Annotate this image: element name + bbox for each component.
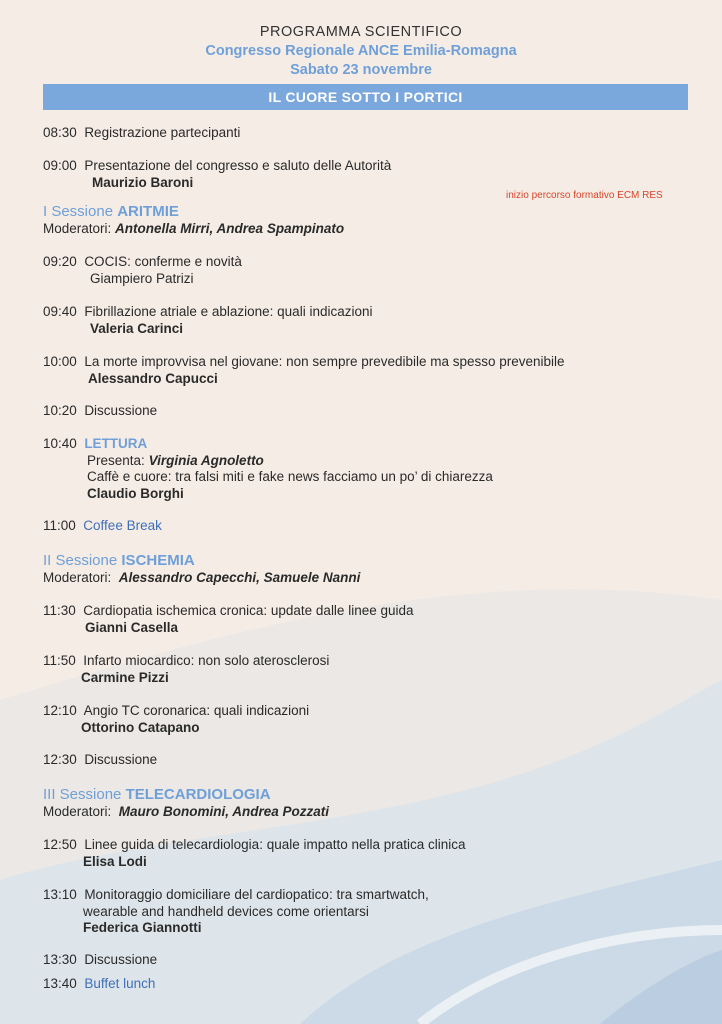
ecm-note: inizio percorso formativo ECM RES (506, 190, 663, 201)
item-speaker: Gianni Casella (85, 620, 179, 635)
agenda-item: 12:50 Linee guida di telecardiologia: quale impatto nella pratica clinica (43, 837, 466, 852)
event-banner: IL CUORE SOTTO I PORTICI (43, 84, 688, 110)
event-date: Sabato 23 novembre (290, 62, 432, 78)
agenda-item: 11:00 Coffee Break (43, 518, 162, 533)
session-moderators: Moderatori: Alessandro Capecchi, Samuele Nanni (43, 570, 361, 585)
item-title: Presentazione del congresso e saluto delle Autorità (84, 158, 392, 173)
session-heading: III Sessione TELECARDIOLOGIA (43, 786, 271, 803)
coffee-break-label: Coffee Break (83, 518, 162, 533)
agenda-item: 13:30 Discussione (43, 952, 158, 967)
item-speaker: Ottorino Catapano (81, 720, 200, 735)
agenda-item: 13:40 Buffet lunch (43, 976, 156, 991)
session-heading: II Sessione ISCHEMIA (43, 552, 195, 569)
item-time: 09:00 (43, 158, 77, 173)
item-title-cont: wearable and handheld devices come orientarsi (83, 904, 369, 919)
session-moderators: Moderatori: Mauro Bonomini, Andrea Pozzati (43, 804, 330, 819)
lecture-label: LETTURA (84, 436, 148, 451)
agenda-item: 13:10 Monitoraggio domiciliare del cardiopatico: tra smartwatch, (43, 887, 429, 902)
header-title: PROGRAMMA SCIENTIFICO (259, 24, 463, 40)
session-heading: I Sessione ARITMIE (43, 203, 179, 220)
item-time: 08:30 (43, 125, 77, 140)
agenda-item: 11:50 Infarto miocardico: non solo aterosclerosi (43, 653, 330, 668)
lunch-label: Buffet lunch (84, 976, 156, 991)
congress-name: Congresso Regionale ANCE Emilia-Romagna (205, 43, 517, 59)
item-speaker: Federica Giannotti (83, 920, 202, 935)
item-title: Registrazione partecipanti (84, 125, 241, 140)
item-speaker: Giampiero Patrizi (90, 271, 194, 286)
item-speaker: Maurizio Baroni (92, 175, 194, 190)
item-speaker: Valeria Carinci (90, 321, 184, 336)
item-speaker: Carmine Pizzi (81, 670, 169, 685)
agenda-item: 10:20 Discussione (43, 403, 158, 418)
agenda-item: 12:30 Discussione (43, 752, 158, 767)
agenda-item: 11:30 Cardiopatia ischemica cronica: update dalle linee guida (43, 603, 414, 618)
agenda-item (43, 125, 240, 141)
agenda-item (43, 158, 391, 174)
lecture-title: Caffè e cuore: tra falsi miti e fake news facciamo un po’ di chiarezza (87, 469, 493, 484)
item-speaker: Claudio Borghi (87, 486, 184, 501)
agenda-item: 09:20 COCIS: conferme e novità (43, 254, 242, 269)
item-speaker: Alessandro Capucci (88, 371, 218, 386)
session-moderators: Moderatori: Antonella Mirri, Andrea Spampinato (43, 221, 345, 236)
item-speaker: Elisa Lodi (83, 854, 147, 869)
agenda-item: 09:40 Fibrillazione atriale e ablazione: quali indicazioni (43, 304, 373, 319)
agenda-item: 10:40 LETTURA (43, 436, 148, 451)
agenda-item: 12:10 Angio TC coronarica: quali indicazioni (43, 703, 310, 718)
agenda-item: 10:00 La morte improvvisa nel giovane: non sempre prevedibile ma spesso prevenibile (43, 354, 565, 369)
lecture-presenter: Presenta: Virginia Agnoletto (87, 453, 264, 468)
